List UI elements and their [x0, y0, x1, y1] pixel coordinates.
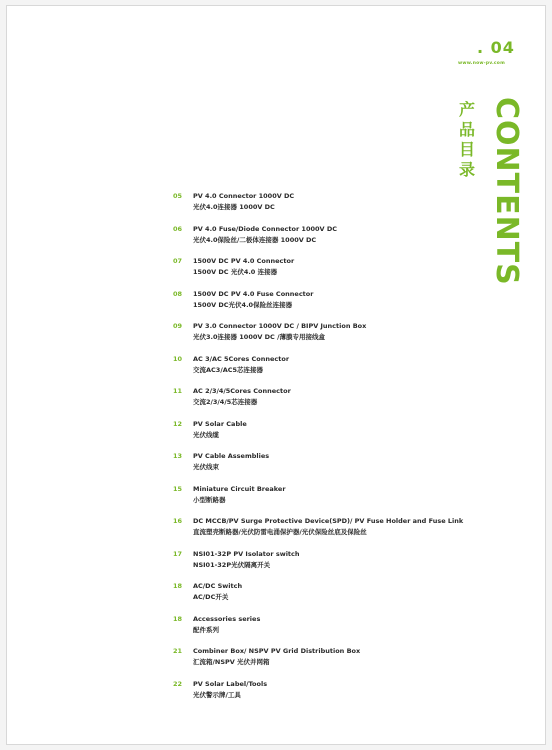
- toc-title-english: NSI01-32P PV Isolator switch: [193, 549, 300, 558]
- toc-page-number: 13: [173, 452, 183, 460]
- toc-page-number: 08: [173, 289, 183, 298]
- toc-title-chinese: 光伏4.0连接器 1000V DC: [193, 203, 275, 211]
- toc-page-number: 06: [173, 224, 183, 233]
- toc-title-english: Combiner Box/ NSPV PV Grid Distribution Box: [193, 647, 361, 655]
- toc-entry[interactable]: [173, 386, 533, 410]
- toc-entry[interactable]: [173, 419, 533, 443]
- contents-heading-text: CONTENTS: [489, 97, 524, 286]
- toc-entry[interactable]: [173, 614, 533, 638]
- toc-title-chinese: NSI01-32P光伏隔离开关: [193, 560, 271, 569]
- toc-entry[interactable]: [173, 224, 533, 248]
- toc-entry[interactable]: [173, 549, 533, 573]
- catalog-page: [6, 5, 546, 745]
- toc-title-english: 1500V DC PV 4.0 Fuse Connector: [193, 289, 314, 298]
- toc-page-number: 12: [173, 419, 183, 428]
- toc-title-chinese: 光伏线缆: [193, 430, 219, 439]
- toc-title-chinese: 光伏线束: [193, 463, 219, 471]
- toc-title-chinese: AC/DC开关: [193, 593, 229, 601]
- toc-entry[interactable]: [173, 646, 533, 670]
- toc-page-number: 21: [173, 647, 183, 655]
- toc-title-english: DC MCCB/PV Surge Protective Device(SPD)/ PV Fuse Holder and Fuse Link: [193, 517, 464, 525]
- toc-title-chinese: 汇流箱/NSPV 光伏并网箱: [193, 658, 270, 666]
- toc-title-chinese: 小型断路器: [193, 495, 226, 504]
- toc-entry[interactable]: [173, 516, 533, 540]
- toc-entry[interactable]: [173, 191, 533, 215]
- toc-page-number: 16: [173, 517, 183, 525]
- toc-entry[interactable]: [173, 321, 533, 345]
- toc-page-number: 18: [173, 582, 183, 590]
- toc-title-chinese: 交流AC3/AC5芯连接器: [193, 365, 264, 374]
- toc-title-english: Miniature Circuit Breaker: [193, 484, 286, 493]
- toc-page-number: 15: [173, 484, 183, 493]
- toc-entry[interactable]: [173, 256, 533, 280]
- toc-title-english: PV Solar Label/Tools: [193, 679, 268, 688]
- toc-title-chinese: 直流塑壳断路器/光伏防雷电涌保护器/光伏保险丝底及保险丝: [193, 528, 367, 536]
- website-url: www.now-pv.com: [458, 61, 505, 66]
- toc-title-chinese: 光伏3.0连接器 1000V DC /薄膜专用接线盒: [193, 333, 325, 341]
- toc-title-english: PV 4.0 Connector 1000V DC: [193, 192, 295, 200]
- toc-entry[interactable]: [173, 289, 533, 313]
- toc-entry[interactable]: [173, 581, 533, 605]
- toc-title-chinese: 1500V DC 光伏4.0 连接器: [193, 268, 278, 276]
- toc-page-number: 10: [173, 354, 183, 363]
- toc-title-chinese: 配件系列: [193, 625, 219, 634]
- toc-title-english: Accessories series: [193, 614, 261, 623]
- toc-title-english: PV Cable Assemblies: [193, 452, 270, 460]
- toc-page-number: 17: [173, 549, 183, 558]
- page-number: . 04: [477, 38, 515, 57]
- toc-page-number: 22: [173, 679, 183, 688]
- toc-title-english: PV 3.0 Connector 1000V DC / BIPV Junction Box: [193, 322, 367, 330]
- toc-title-english: AC/DC Switch: [193, 582, 243, 590]
- toc-title-chinese: 交流2/3/4/5芯连接器: [193, 398, 258, 406]
- toc-title-english: 1500V DC PV 4.0 Connector: [193, 257, 295, 265]
- toc-page-number: 09: [173, 322, 183, 330]
- toc-entry[interactable]: [173, 679, 533, 703]
- toc-page-number: 11: [173, 387, 183, 395]
- toc-page-number: 18: [173, 614, 183, 623]
- toc-page-number: 07: [173, 257, 183, 265]
- toc-entry[interactable]: [173, 451, 533, 475]
- toc-title-chinese: 光伏警示牌/工具: [193, 690, 241, 699]
- chinese-title: 产品目录: [458, 100, 475, 179]
- toc-page-number: 05: [173, 192, 183, 200]
- toc-title-chinese: 1500V DC光伏4.0保险丝连接器: [193, 300, 293, 309]
- toc-title-english: AC 3/AC 5Cores Connector: [193, 354, 290, 363]
- toc-entry[interactable]: [173, 484, 533, 508]
- toc-title-english: PV Solar Cable: [193, 419, 247, 428]
- toc-entry[interactable]: [173, 354, 533, 378]
- toc-title-english: AC 2/3/4/5Cores Connector: [193, 387, 291, 395]
- toc-title-chinese: 光伏4.0保险丝/二极体连接器 1000V DC: [193, 235, 317, 244]
- toc-title-english: PV 4.0 Fuse/Diode Connector 1000V DC: [193, 224, 337, 233]
